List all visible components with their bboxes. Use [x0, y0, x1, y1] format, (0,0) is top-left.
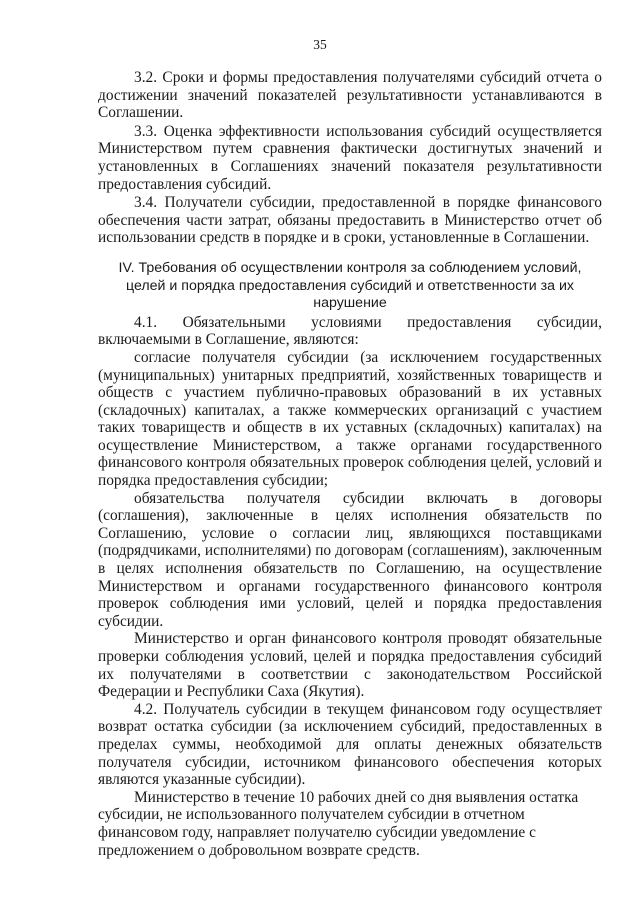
- paragraph-3-3: 3.3. Оценка эффективности использования субсидий осуществляется Министерством путем сравнения фактически достигнутых значений и установленных в Соглашениях значений показателя результативности предоставления субсидий.: [98, 122, 602, 193]
- paragraph-consent-item: согласие получателя субсидии (за исключением государственных (муниципальных) унитарных предприятий, хозяйственных товариществ и обществ с участием публично-правовых образований в их уставных (складочных) капиталах, а также коммерческих организаций с участием таких товариществ и обществ в их уставных (складочных) капиталах) на осуществление Министерством, а также органами государственного финансового контроля обязательных проверок соблюдения целей, условий и порядка предоставления субсидии;: [98, 348, 602, 490]
- paragraph-refund-notice: Министерство в течение 10 рабочих дней со дня выявления остатка субсидии, не использованного получателем субсидии в отчетном финансовом году, направляет получателю субсидии уведомление с предложением о добровольном возврате средств.: [98, 788, 579, 859]
- paragraph-4-2: 4.2. Получатель субсидии в текущем финансовом году осуществляет возврат остатка субсидии (за исключением субсидий, предоставленных в пределах суммы, необходимой для оплаты денежных обязательств получателя субсидии, источником финансового обеспечения которых являются указанные субсидии).: [98, 700, 602, 789]
- paragraph-inspections: Министерство и орган финансового контроля проводят обязательные проверки соблюдения условий, целей и порядка предоставления субсидий их получателями в соответствии с законодательством Российской Федерации и Республики Саха (Якутия).: [98, 630, 602, 701]
- page-number: 35: [313, 37, 327, 52]
- paragraph-3-4: 3.4. Получатели субсидии, предоставленной в порядке финансового обеспечения части затрат, обязаны предоставить в Министерство отчет об использовании средств в порядке и в сроки, установленные в Соглашении.: [98, 194, 602, 247]
- paragraph-4-1: 4.1. Обязательными условиями предоставления субсидии, включаемыми в Соглашение, являются:: [98, 313, 602, 349]
- paragraph-3-2: 3.2. Сроки и формы предоставления получателями субсидий отчета о достижении значений показателей результативности устанавливаются в Соглашении.: [98, 69, 602, 122]
- paragraph-obligation-item: обязательства получателя субсидии включать в договоры (соглашения), заключенные в целях исполнения обязательств по Соглашению, условие о согласии лиц, являющихся поставщиками (подрядчиками, исполнителями) по договорам (соглашениям), заключенным в целях исполнения обязательств по Соглашению, на осуществление Министерством и органами государственного финансового контроля проверок соблюдения ими условий, целей и порядка предоставления субсидии.: [98, 489, 602, 630]
- document-body: [98, 69, 602, 859]
- section-title: IV. Требования об осуществлении контроля за соблюдением условий, целей и порядка предоставления субсидий и ответственности за их нарушение: [118, 259, 582, 312]
